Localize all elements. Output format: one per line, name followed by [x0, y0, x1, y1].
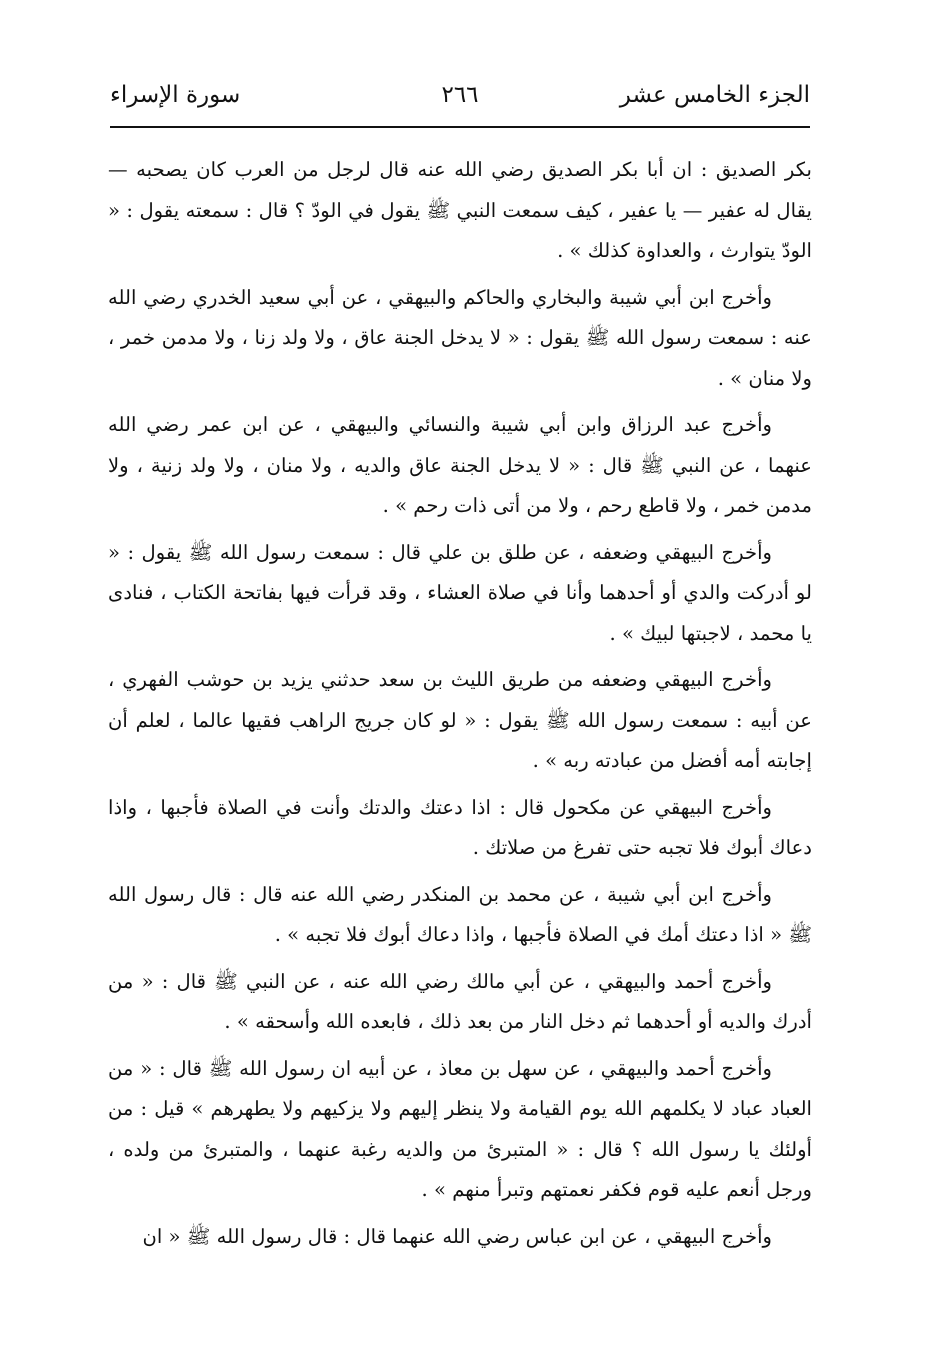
page-header [110, 82, 810, 122]
paragraph: وأخرج البيهقي وضعفه من طريق الليث بن سعد حدثني يزيد بن حوشب الفهري ، عن أبيه : سمعت رسول الله ﷺ يقول : « لو كان جريج الراهب فقيها عالما ، لعلم أن إجابته أمه أفضل من عبادته ربه » . [108, 668, 812, 772]
paragraph: وأخرج البيهقي عن مكحول قال : اذا دعتك والدتك وأنت في الصلاة فأجبها ، واذا دعاك أبوك فلا تجبه حتى تفرغ من صلاتك . [108, 795, 812, 859]
paragraph: وأخرج البيهقي ، عن ابن عباس رضي الله عنهما قال : قال رسول الله ﷺ « ان [142, 1224, 772, 1248]
paragraph: وأخرج أحمد والبيهقي ، عن أبي مالك رضي الله عنه ، عن النبي ﷺ قال : « من أدرك والديه أو أحدهما ثم دخل النار من بعد ذلك ، فابعده الله وأسحقه » . [108, 969, 812, 1033]
paragraph: وأخرج عبد الرزاق وابن أبي شيبة والنسائي والبيهقي ، عن ابن عمر رضي الله عنهما ، عن النبي ﷺ قال : « لا يدخل الجنة عاق والديه ، ولا منان ، ولا ولد زنية ، ولا مدمن خمر ، ولا قاطع رحم ، ولا من أتى ذات رحم » . [108, 413, 812, 517]
paragraph: بكر الصديق : ان أبا بكر الصديق رضي الله عنه قال لرجل من العرب كان يصحبه — يقال له عفير — يا عفير ، كيف سمعت النبي ﷺ يقول في الودّ ؟ قال : سمعته يقول : « الودّ يتوارث ، والعداوة كذلك » . [108, 158, 812, 262]
paragraph: وأخرج أحمد والبيهقي ، عن سهل بن معاذ ، عن أبيه ان رسول الله ﷺ قال : « من العباد عباد لا يكلمهم الله يوم القيامة ولا ينظر إليهم ولا يزكيهم ولا يطهرهم » قيل : من أولئك يا رسول الله ؟ قال : « المتبرئ من والديه رغبة عنهما ، والمتبرئ من ولده ، ورجل أنعم عليه قوم فكفر نعمتهم وتبرأ منهم » . [108, 1056, 812, 1201]
paragraph: وأخرج ابن أبي شيبة والبخاري والحاكم والبيهقي ، عن أبي سعيد الخدري رضي الله عنه : سمعت رسول الله ﷺ يقول : « لا يدخل الجنة عاق ، ولا ولد زنا ، ولا مدمن خمر ، ولا منان » . [108, 285, 812, 390]
page-number: ٢٦٦ [441, 82, 479, 108]
page-body [108, 150, 812, 1263]
paragraph: وأخرج البيهقي وضعفه ، عن طلق بن علي قال : سمعت رسول الله ﷺ يقول : « لو أدركت والدي أو أحدهما وأنا في صلاة العشاء ، وقد قرأت فيها بفاتحة الكتاب ، فنادى يا محمد ، لاجبتها لبيك » . [108, 540, 812, 645]
surah-label: سورة الإسراء [110, 82, 241, 108]
header-rule [110, 126, 810, 128]
part-label: الجزء الخامس عشر [619, 82, 810, 108]
paragraph: وأخرج ابن أبي شيبة ، عن محمد بن المنكدر رضي الله عنه قال : قال رسول الله ﷺ « اذا دعتك أمك في الصلاة فأجبها ، واذا دعاك أبوك فلا تجبه » . [108, 882, 812, 946]
